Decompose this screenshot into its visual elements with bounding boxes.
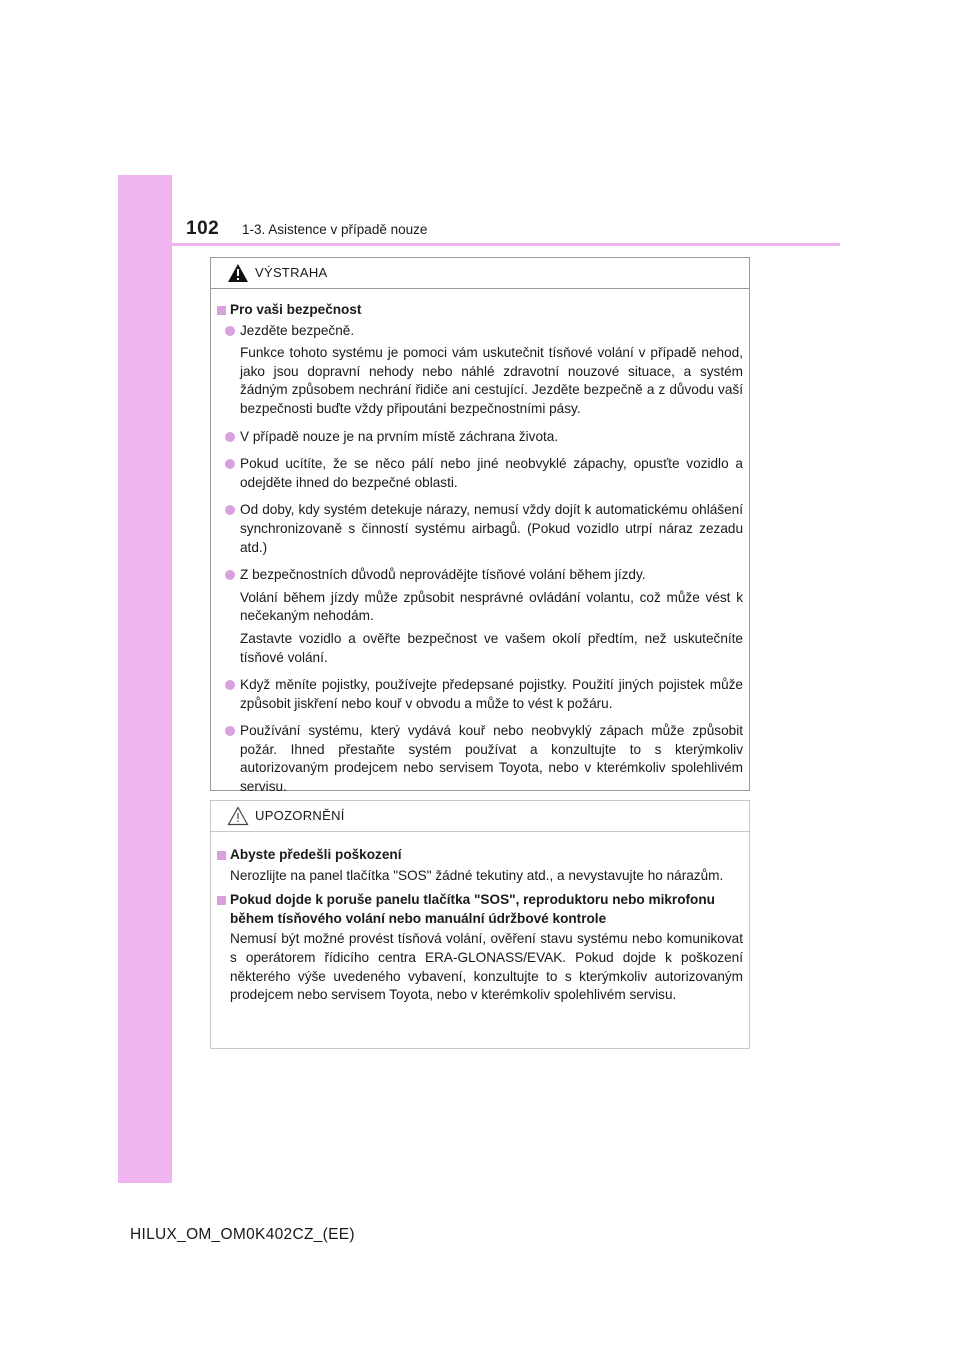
warning-item: Od doby, kdy systém detekuje nárazy, nemusí vždy dojít k automatickému ohlášení synchronizovaně s činností systému airbagů. (Pokud vozidlo utrpí náraz zezadu atd.) (217, 501, 743, 561)
bullet-icon (225, 459, 235, 469)
notice-title: UPOZORNĚNÍ (255, 808, 345, 823)
bullet-icon (225, 726, 235, 736)
caution-triangle-outline-icon (227, 806, 249, 831)
warning-item: Jezděte bezpečně. Funkce tohoto systému je pomoci vám uskutečnit tísňové volání v případě nehod, jako jsou dopravní nehody nebo náhlé zdravotní nouzové situace, a systém žádným způsobem nechrání řidiče ani cestující. Jezděte bezpečně a z důvodu vaší bezpečnosti buďte vždy připoutáni bezpečnostními pásy. (217, 322, 743, 423)
bullet-icon (225, 680, 235, 690)
header-rule (172, 243, 840, 246)
notice-paragraph: Nerozlijte na panel tlačítka "SOS" žádné tekutiny atd., a nevystavujte ho nárazům. (230, 867, 724, 883)
square-bullet-icon (217, 306, 226, 315)
warning-item: Používání systému, který vydává kouř nebo neobvyklý zápach může způsobit požár. Ihned přestaňte systém používat a konzultujte to s kterýmkoliv autorizovaným prodejcem nebo servisem Toyota, nebo v kterémkoliv spolehlivém servisu. (217, 722, 743, 800)
warning-item: V případě nouze je na prvním místě záchrana života. (217, 428, 743, 451)
section-title: 1-3. Asistence v případě nouze (242, 222, 428, 237)
bullet-icon (225, 505, 235, 515)
warning-item: Z bezpečnostních důvodů neprovádějte tísňové volání během jízdy. Volání během jízdy může způsobit nesprávné ovládání volantu, což může vést k nečekaným nehodám. Zastavte vozidlo a ověřte bezpečnost ve vašem okolí předtím, než uskutečníte tísňové volání. (217, 566, 743, 671)
warning-heading: Pro vaši bezpečnost (217, 301, 743, 320)
notice-heading: Abyste předešli poškození (217, 846, 743, 865)
document-code: HILUX_OM_OM0K402CZ_(EE) (130, 1226, 355, 1243)
warning-triangle-icon (227, 263, 249, 288)
notice-box-header (211, 801, 749, 832)
bullet-icon (225, 570, 235, 580)
notice-box (210, 800, 750, 1049)
page-number: 102 (186, 218, 220, 239)
warning-title: VÝSTRAHA (255, 265, 328, 280)
warning-item: Pokud ucítíte, že se něco pálí nebo jiné neobvyklé zápachy, opusťte vozidlo a odejděte ihned do bezpečné oblasti. (217, 455, 743, 496)
square-bullet-icon (217, 851, 226, 860)
notice-heading: Pokud dojde k poruše panelu tlačítka "SOS", reproduktoru nebo mikrofonu během tísňového volání nebo manuální údržbové kontrole (217, 891, 743, 928)
chapter-side-band (118, 175, 172, 1183)
bullet-icon (225, 432, 235, 442)
square-bullet-icon (217, 896, 226, 905)
warning-item: Když měníte pojistky, používejte předepsané pojistky. Použití jiných pojistek může způsobit jiskření nebo kouř v obvodu a může to vést k požáru. (217, 676, 743, 717)
warning-box (210, 257, 750, 795)
notice-paragraph: Nemusí být možné provést tísňová volání, ověření stavu systému nebo komunikovat s operátorem řídicího centra ERA-GLONASS/EVAK. Pokud dojde k poškození některého výše uvedeného vybavení, konzultujte to s kterýmkoliv autorizovaným prodejcem nebo servisem Toyota, nebo v kterémkoliv spolehlivém servisu. (230, 931, 743, 1003)
warning-box-header (211, 258, 749, 289)
bullet-icon (225, 326, 235, 336)
